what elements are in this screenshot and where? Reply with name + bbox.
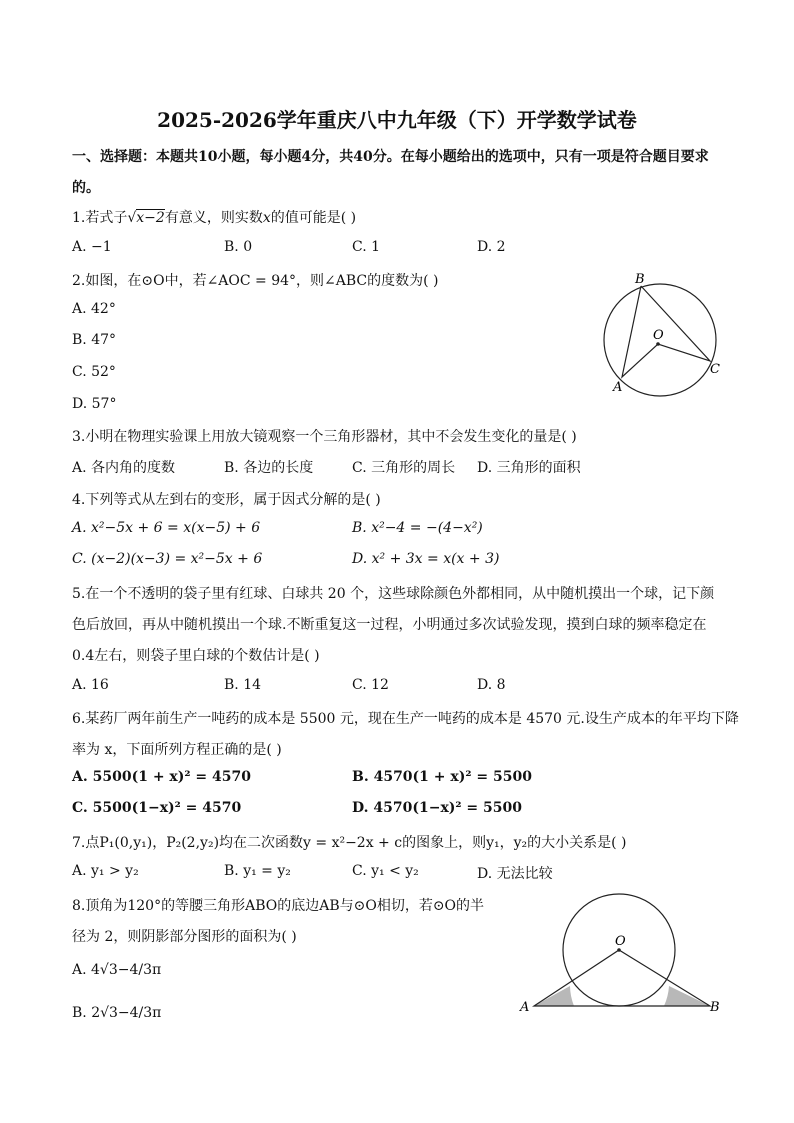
q3-option-d: D. 三角形的面积 [477,460,581,476]
question-6-line1: 6.某药厂两年前生产一吨药的成本是 5500 元，现在生产一吨药的成本是 4570 元.设生产成本的年平均下降 [72,711,739,727]
q3-option-c: C. 三角形的周长 [352,460,456,476]
question-5-line3: 0.4左右，则袋子里白球的个数估计是( ) [72,648,320,664]
q5-option-a: A. 16 [72,677,109,693]
q5-option-c: C. 12 [352,677,389,693]
label-o: O [615,934,626,949]
q6-option-a: A. 5500(1 + x)² = 4570 [72,769,251,785]
question-4-stem: 4.下列等式从左到右的变形，属于因式分解的是( ) [72,492,381,508]
question-8-line2: 径为 2，则阴影部分图形的面积为( ) [72,929,297,945]
question-1-stem [72,207,356,227]
q1-option-c: C. 1 [352,239,381,255]
q1-option-a: A. −1 [72,239,112,255]
q4-option-b: B. x²−4 = −(4−x²) [352,520,483,536]
question-5-line2: 色后放回，再从中随机摸出一个球.不断重复这一过程，小明通过多次试验发现，摸到白球的频率稳定在 [72,617,707,633]
q1-option-d: D. 2 [477,239,506,255]
page-title: 2025-2026学年重庆八中九年级（下）开学数学试卷 [157,108,637,132]
q7-option-b: B. y₁ = y₂ [224,863,291,879]
label-c: C [710,362,720,377]
section-heading-cont: 的。 [72,180,100,196]
q3-option-b: B. 各边的长度 [224,460,314,476]
q6-option-b: B. 4570(1 + x)² = 5500 [352,769,532,785]
q2-option-d: D. 57° [72,396,117,412]
q1-pre: 1.若式子 [72,210,128,226]
shaded-left [534,986,574,1006]
q1-post: 有意义，则实数 [164,210,263,226]
shaded-right [664,986,710,1006]
q4-option-a: A. x²−5x + 6 = x(x−5) + 6 [72,520,261,536]
q2-circle-figure [596,270,732,400]
triangle-lines [622,286,710,377]
q5-option-b: B. 14 [224,677,262,693]
q4-option-c: C. (x−2)(x−3) = x²−5x + 6 [72,551,263,567]
label-a: A [520,1000,530,1015]
q6-option-c: C. 5500(1−x)² = 4570 [72,800,242,816]
question-3-stem: 3.小明在物理实验课上用放大镜观察一个三角形器材，其中不会发生变化的量是( ) [72,429,577,445]
label-a: A [613,380,623,395]
question-8-line1: 8.顶角为120°的等腰三角形ABO的底边AB与⊙O相切，若⊙O的半 [72,898,485,914]
q1-option-b: B. 0 [224,239,253,255]
section-heading: 一、选择题：本题共10小题，每小题4分，共40分。在每小题给出的选项中，只有一项是符合题目要求 [72,149,709,165]
q8-tangent-figure [512,890,732,1020]
q1-var: x [262,210,271,226]
q2-option-a: A. 42° [72,301,116,317]
question-5-line1: 5.在一个不透明的袋子里有红球、白球共 20 个，这些球除颜色外都相同，从中随机摸出一个球，记下颜 [72,586,715,602]
question-7-stem: 7.点P₁(0,y₁)，P₂(2,y₂)均在二次函数y = x²−2x + c的图象上，则y₁，y₂的大小关系是( ) [72,835,627,851]
q6-option-d: D. 4570(1−x)² = 5500 [352,800,522,816]
sqrt-symbol: √ [127,210,137,226]
q8-option-b: B. 2√3−4/3π [72,1005,162,1021]
q7-option-d: D. 无法比较 [477,866,553,882]
question-6-line2: 率为 x，下面所列方程正确的是( ) [72,742,282,758]
q7-option-c: C. y₁ < y₂ [352,863,419,879]
q1-end: 的值可能是( ) [270,210,357,226]
q2-option-b: B. 47° [72,332,117,348]
question-2-stem: 2.如图，在⊙O中，若∠AOC = 94°，则∠ABC的度数为( ) [72,273,439,289]
label-b: B [710,1000,720,1015]
q4-option-d: D. x² + 3x = x(x + 3) [352,551,500,567]
q7-option-a: A. y₁ > y₂ [72,863,139,879]
q8-option-a: A. 4√3−4/3π [72,962,162,978]
q1-radicand: x−2 [136,210,165,226]
label-o: O [653,328,664,343]
q5-option-d: D. 8 [477,677,506,693]
label-b: B [635,272,645,287]
q2-option-c: C. 52° [72,364,116,380]
q3-option-a: A. 各内角的度数 [72,460,176,476]
